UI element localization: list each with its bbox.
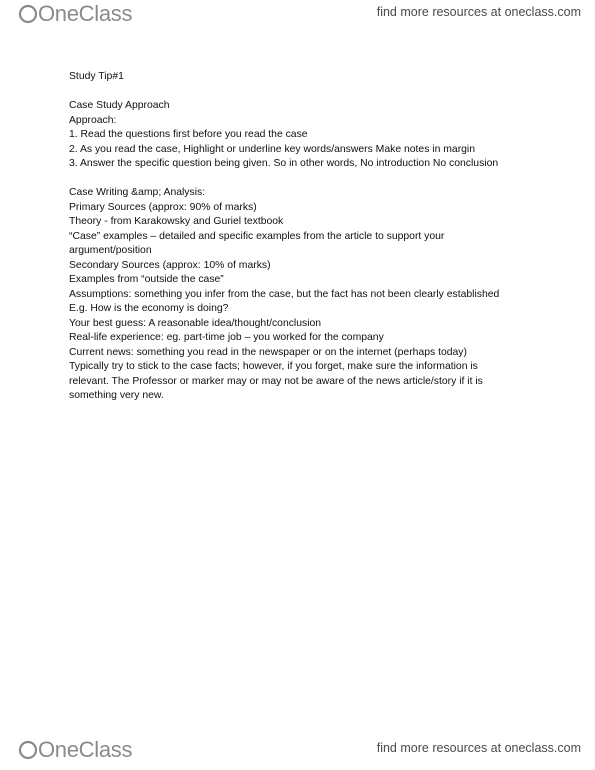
text-line: argument/position	[69, 245, 152, 256]
section-heading: Case Study Approach	[69, 100, 170, 111]
text-line: relevant. The Professor or marker may or may not be aware of the news article/story if it is	[69, 375, 483, 387]
section-subheading: Approach:	[69, 114, 117, 126]
text-line: “Case” examples – detailed and specific examples from the article to support your	[69, 230, 445, 242]
text-line: 1. Read the questions first before you read the case	[69, 129, 308, 140]
footer-banner	[0, 736, 595, 768]
text-line: Real-life experience: eg. part-time job – you worked for the company	[69, 332, 384, 343]
logo-text: OneClass	[38, 1, 133, 26]
text-line: Primary Sources (approx: 90% of marks)	[69, 201, 257, 213]
text-line: E.g. How is the economy is doing?	[69, 303, 229, 314]
text-line: Examples from “outside the case”	[69, 274, 224, 285]
document-title: Study Tip#1	[69, 71, 124, 82]
oneclass-logo-icon	[18, 3, 38, 25]
footer-tagline-link[interactable]: find more resources at oneclass.com	[376, 741, 581, 755]
oneclass-logo[interactable]	[18, 2, 132, 26]
logo-text: OneClass	[38, 737, 133, 762]
text-line: Current news: something you read in the newspaper or on the internet (perhaps today)	[69, 346, 467, 358]
text-line: 3. Answer the specific question being given. So in other words, No introduction No conclusion	[69, 158, 499, 169]
section-heading: Case Writing &amp; Analysis:	[69, 187, 206, 198]
text-line: 2. As you read the case, Highlight or underline key words/answers Make notes in margin	[69, 143, 476, 155]
header-banner	[0, 0, 595, 32]
oneclass-logo-icon	[18, 739, 38, 761]
text-line: Typically try to stick to the case facts; however, if you forget, make sure the information is	[69, 361, 478, 372]
text-line: something very new.	[69, 390, 164, 401]
text-line: Secondary Sources (approx: 10% of marks)	[69, 259, 271, 271]
text-line: Your best guess: A reasonable idea/thought/conclusion	[69, 317, 322, 329]
document-body	[69, 70, 569, 404]
text-line: Theory - from Karakowsky and Guriel textbook	[69, 216, 284, 227]
header-tagline-link[interactable]: find more resources at oneclass.com	[376, 5, 581, 19]
text-line: Assumptions: something you infer from the case, but the fact has not been clearly established	[69, 288, 500, 300]
oneclass-logo[interactable]	[18, 738, 132, 762]
